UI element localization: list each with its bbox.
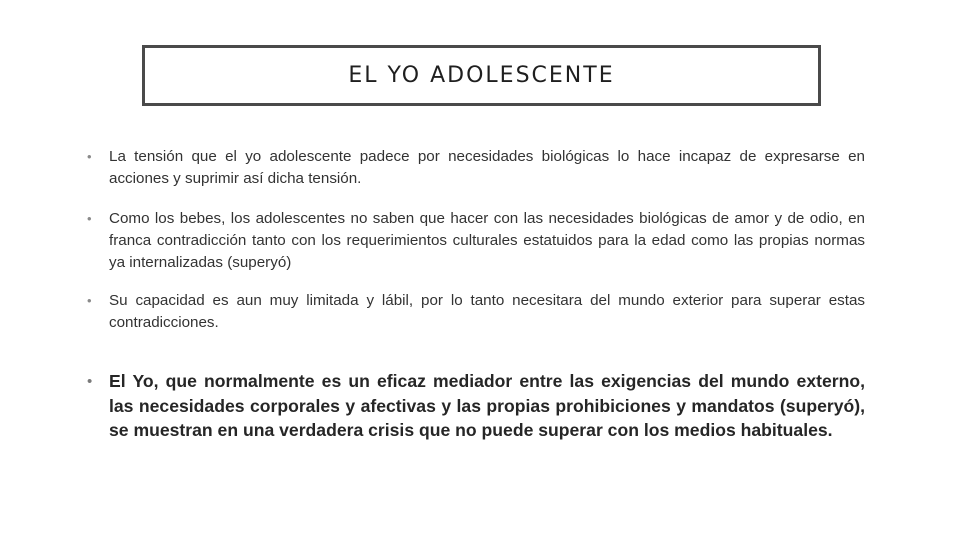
slide-title: EL YO ADOLESCENTE (348, 63, 615, 88)
bullet-text: La tensión que el yo adolescente padece por necesidades biológicas lo hace incapaz de expresarse en acciones y suprimir así dicha tensión. (109, 148, 865, 187)
bullet-text: Su capacidad es aun muy limitada y lábil, por lo tanto necesitara del mundo exterior para superar estas contradicciones. (109, 292, 865, 331)
bullet-marker: • (87, 373, 93, 390)
bullet-item-4 (87, 369, 865, 443)
bullet-marker: • (87, 293, 92, 308)
title-box (142, 45, 821, 106)
bullet-text: Como los bebes, los adolescentes no saben que hacer con las necesidades biológicas de amor y de odio, en franca contradicción tanto con los requerimientos culturales estatuidos para la edad como las propias normas ya internalizadas (superyó) (109, 210, 865, 271)
bullet-marker: • (87, 211, 92, 226)
bullet-item-2 (87, 208, 865, 274)
bullet-marker: • (87, 149, 92, 164)
bullet-list (87, 146, 865, 443)
bullet-item-1 (87, 146, 865, 190)
bullet-item-3 (87, 290, 865, 334)
bullet-text: El Yo, que normalmente es un eficaz mediador entre las exigencias del mundo externo, las necesidades corporales y afectivas y las propias prohibiciones y mandatos (superyó), se muestran en una verdadera crisis que no puede superar con los medios habituales. (109, 371, 865, 440)
